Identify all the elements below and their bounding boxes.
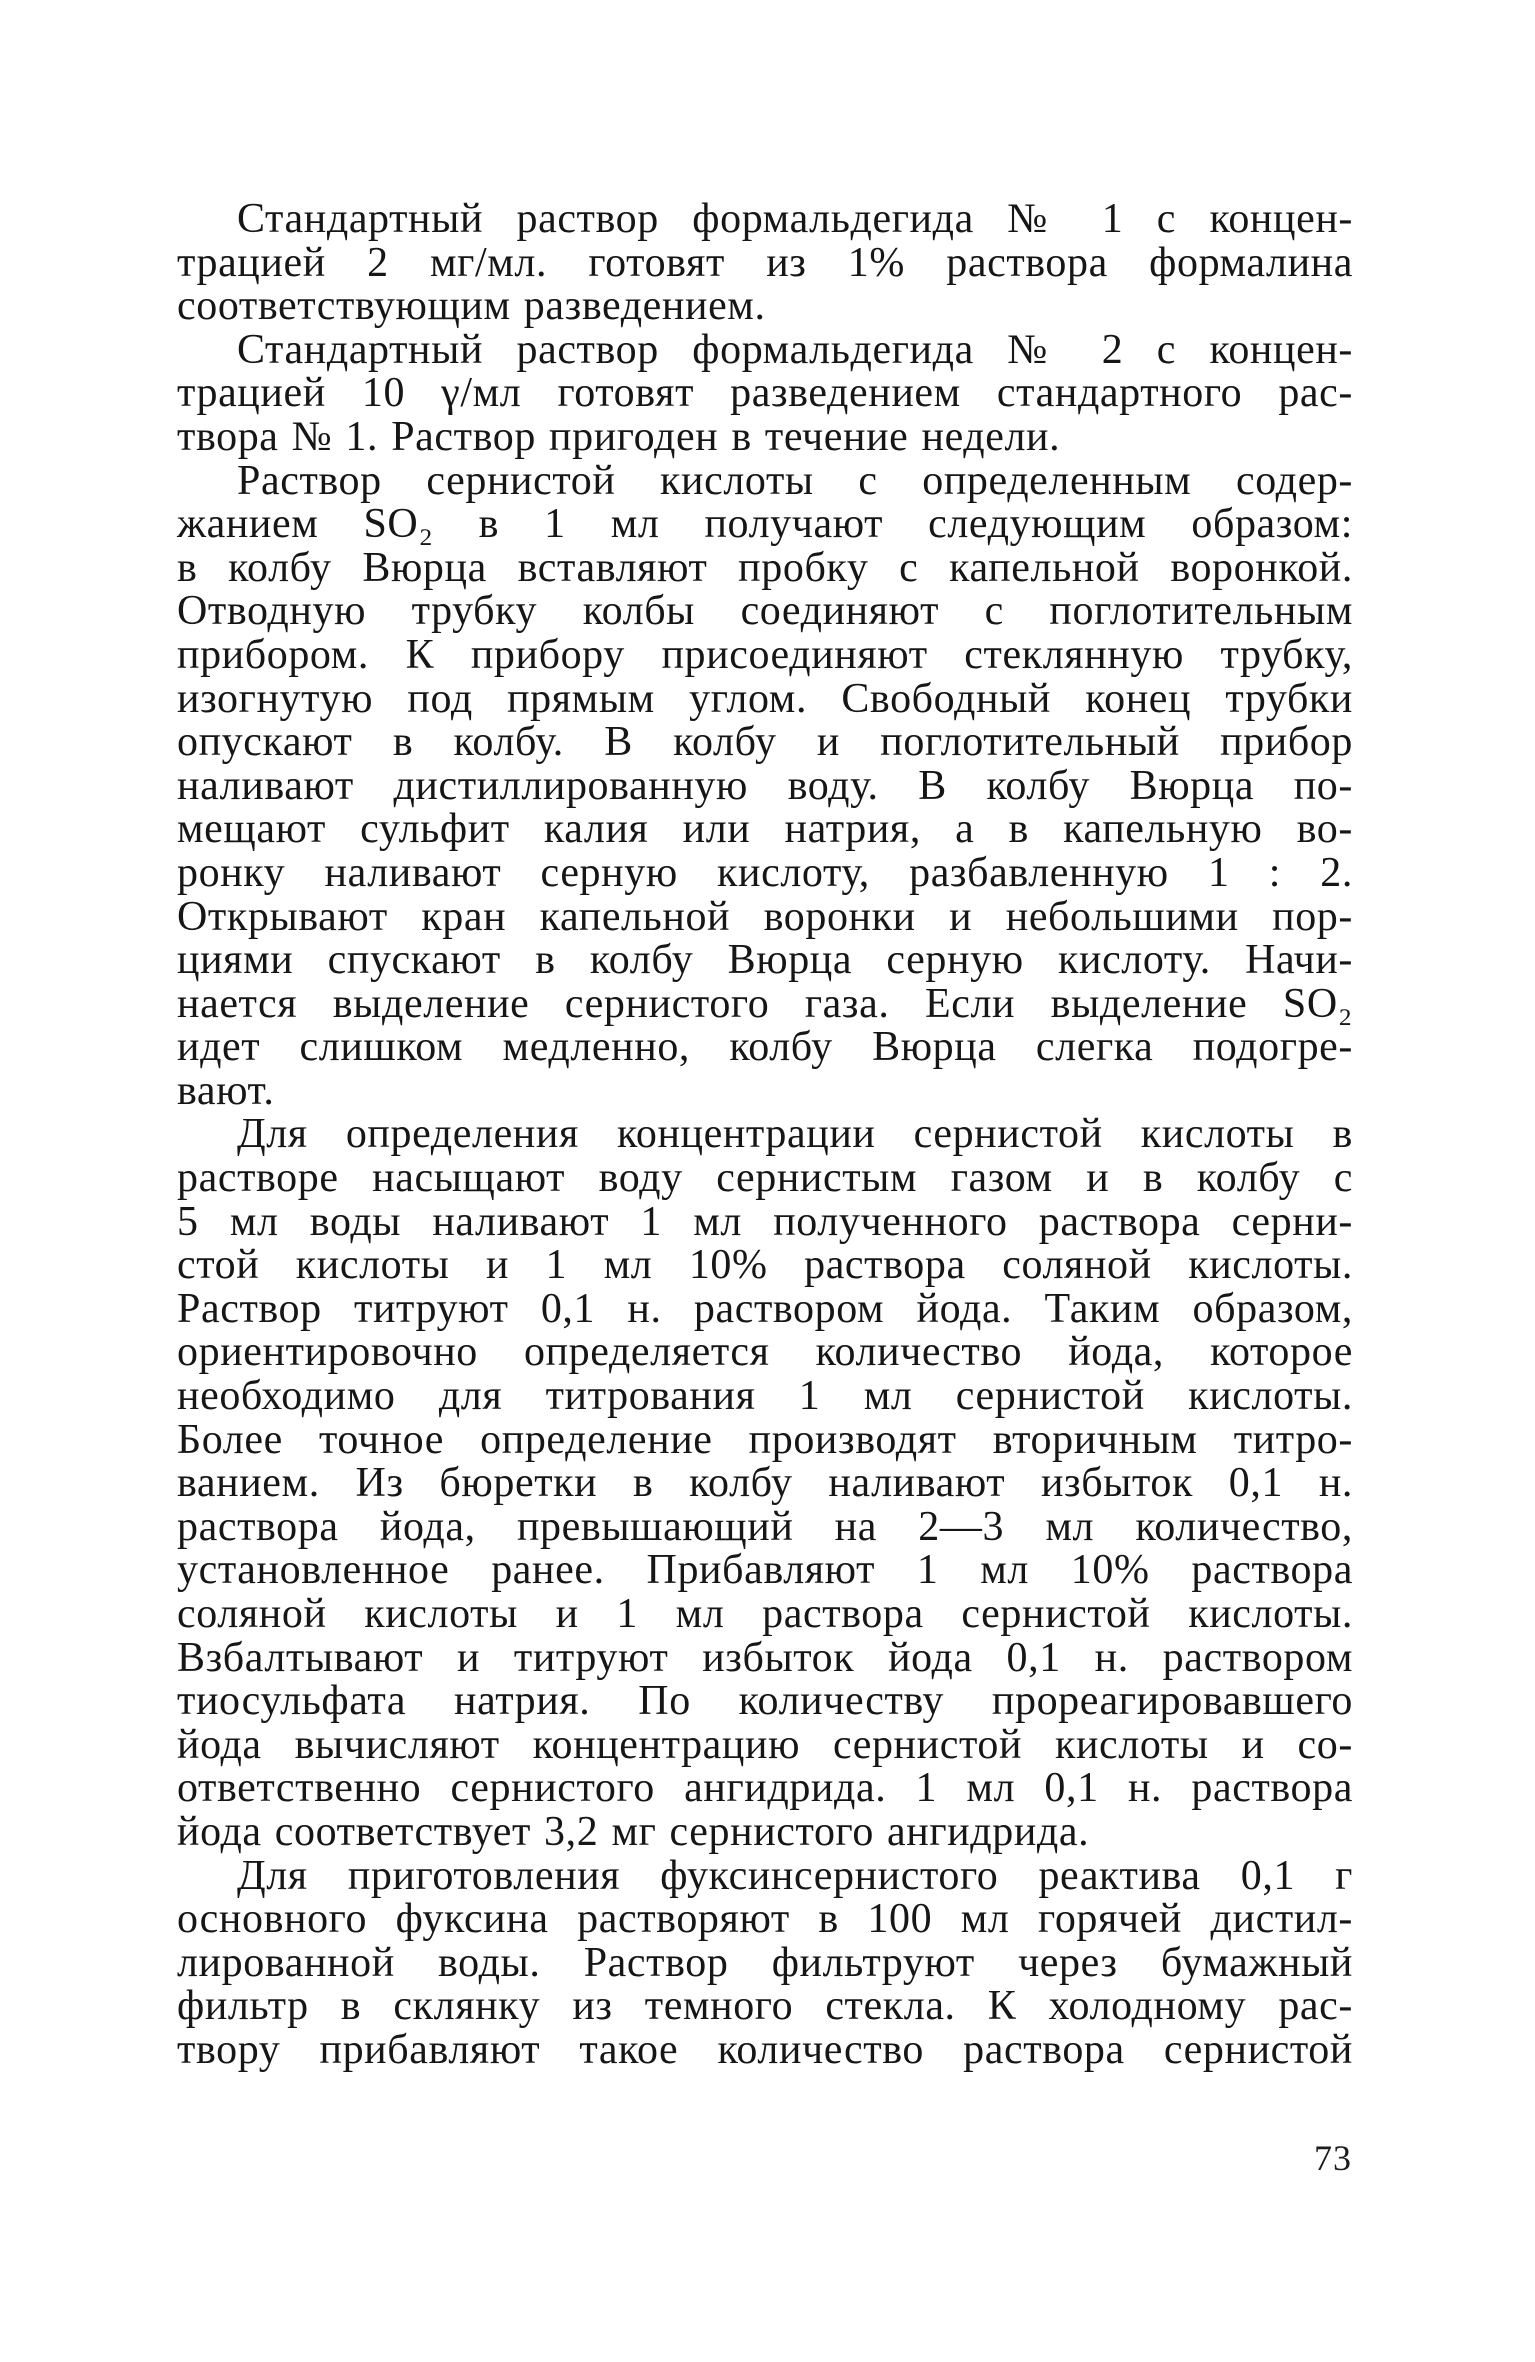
page-number: 73 [1314,2138,1352,2178]
page-body [177,198,1353,2073]
text-line: жанием SO₂ в 1 мл получают следующим образом: [177,501,1353,548]
text-line: мещают сульфит калия или натрия, а в капельную во- [177,806,1353,853]
text-line: вают. [177,1067,275,1114]
text-line: Для приготовления фуксинсернистого реактива 0,1 г [237,1852,1353,1899]
text-line: ванием. Из бюретки в колбу наливают избыток 0,1 н. [177,1460,1353,1507]
text-line: Для определения концентрации сернистой кислоты в [237,1111,1353,1158]
text-line: в колбу Вюрца вставляют пробку с капельной воронкой. [177,544,1353,591]
text-line: йода вычисляют концентрацию сернистой кислоты и со- [177,1721,1353,1768]
text-line: установленное ранее. Прибавляют 1 мл 10% раствора [177,1547,1353,1594]
text-line: наливают дистиллированную воду. В колбу Вюрца по- [177,762,1353,809]
text-line: ответственно сернистого ангидрида. 1 мл 0,1 н. раствора [177,1765,1353,1812]
text-line: растворе насыщают воду сернистым газом и в колбу с [177,1155,1353,1202]
text-line: тиосульфата натрия. По количеству прореагировавшего [177,1678,1353,1725]
text-line: ориентировочно определяется количество йода, которое [177,1329,1353,1376]
text-line: йода соответствует 3,2 мг сернистого ангидрида. [177,1808,1090,1855]
text-line: Отводную трубку колбы соединяют с поглотительным [177,588,1353,635]
text-line: ронку наливают серную кислоту, разбавленную 1 : 2. [177,849,1353,896]
text-line: стой кислоты и 1 мл 10% раствора соляной кислоты. [177,1242,1353,1289]
text-line: циями спускают в колбу Вюрца серную кислоту. Начи- [177,937,1353,984]
text-line: фильтр в склянку из темного стекла. К холодному рас- [177,1983,1353,2030]
text-line: Более точное определение производят вторичным титро- [177,1416,1353,1463]
paragraph-fuchsin-reagent [177,1852,1353,2073]
text-line: соответствующим разведением. [177,283,766,330]
text-line: необходимо для титрования 1 мл сернистой кислоты. [177,1373,1353,1420]
text-line: твора № 1. Раствор пригоден в течение недели. [177,413,1061,460]
text-line: 5 мл воды наливают 1 мл полученного раствора серни- [177,1198,1353,1245]
text-line: Раствор сернистой кислоты с определенным содер- [237,457,1353,504]
text-line: Стандартный раствор формальдегида № 2 с концен- [237,326,1353,373]
paragraph-standard-solution-2 [177,326,1353,460]
text-line: Открывают кран капельной воронки и небольшими пор- [177,893,1353,940]
text-line: основного фуксина растворяют в 100 мл горячей дистил- [177,1896,1353,1943]
text-line: нается выделение сернистого газа. Если выделение SO₂ [177,980,1353,1027]
paragraph-standard-solution-1 [177,198,1353,329]
paragraph-concentration-determination [177,1113,1353,1854]
text-line: идет слишком медленно, колбу Вюрца слегка подогре- [177,1024,1353,1071]
text-line: изогнутую под прямым углом. Свободный конец трубки [177,675,1353,722]
text-line: Взбалтывают и титруют избыток йода 0,1 н. раствором [177,1634,1353,1681]
text-line: лированной воды. Раствор фильтруют через бумажный [177,1939,1353,1986]
paragraph-sulfurous-acid-solution [177,457,1353,1114]
text-line: раствора йода, превышающий на 2—3 мл количество, [177,1503,1353,1550]
text-line: опускают в колбу. В колбу и поглотительный прибор [177,719,1353,766]
text-line: прибором. К прибору присоединяют стеклянную трубку, [177,631,1353,678]
text-line: Стандартный раствор формальдегида № 1 с концен- [237,196,1353,242]
text-line: соляной кислоты и 1 мл раствора сернистой кислоты. [177,1591,1353,1637]
text-line: трацией 10 γ/мл готовят разведением стандартного рас- [177,370,1353,417]
text-line: трацией 2 мг/мл. готовят из 1% раствора формалина [177,239,1353,286]
text-line: твору прибавляют такое количество раствора сернистой [177,2026,1353,2073]
text-line: Раствор титруют 0,1 н. раствором йода. Таким образом, [177,1285,1353,1332]
